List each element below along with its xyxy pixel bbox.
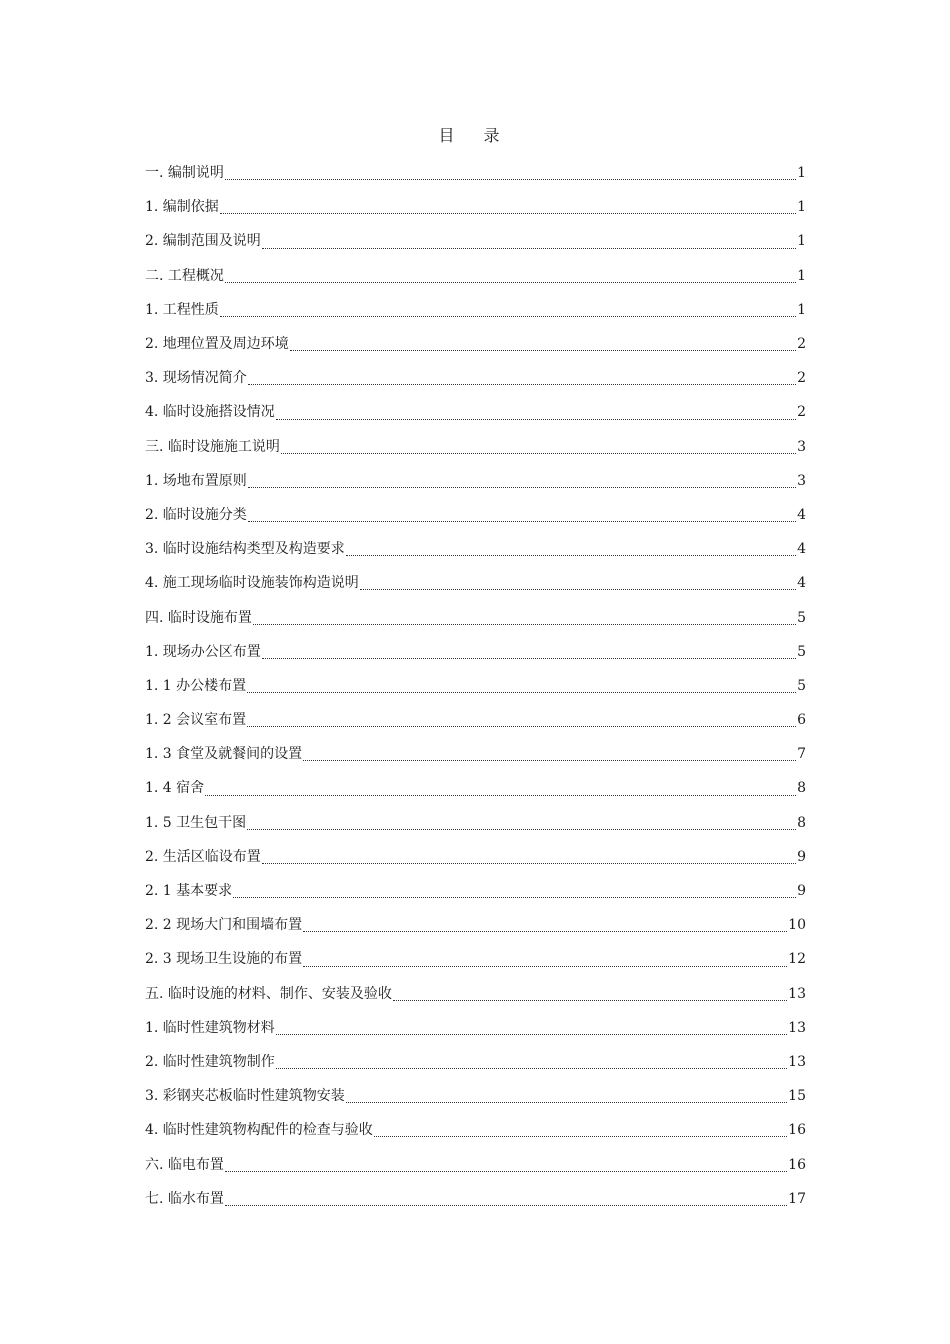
toc-entry[interactable]	[145, 908, 806, 942]
toc-entry[interactable]	[145, 840, 806, 874]
toc-entry-label: 1. 临时性建筑物材料	[145, 1019, 275, 1036]
toc-entry-label: 2. 1 基本要求	[145, 883, 233, 900]
toc-dot-leader	[205, 795, 796, 796]
toc-entry-label: 4. 施工现场临时设施装饰构造说明	[145, 575, 359, 592]
toc-entry[interactable]	[145, 464, 806, 498]
toc-entry-label: 2. 2 现场大门和围墙布置	[145, 917, 303, 934]
toc-entry-label: 4. 临时性建筑物构配件的检查与验收	[145, 1122, 373, 1139]
toc-entry-label: 1. 工程性质	[145, 301, 219, 318]
toc-dot-leader	[276, 419, 796, 420]
toc-dot-leader	[303, 931, 787, 932]
toc-entry-label: 2. 编制范围及说明	[145, 233, 261, 250]
toc-page-number: 2	[797, 336, 806, 353]
toc-entry[interactable]	[145, 1147, 806, 1181]
toc-dot-leader	[248, 384, 796, 385]
toc-entry-label: 4. 临时设施搭设情况	[145, 404, 275, 421]
toc-entry[interactable]	[145, 1079, 806, 1113]
toc-entry-label: 2. 临时性建筑物制作	[145, 1053, 275, 1070]
toc-entry[interactable]	[145, 737, 806, 771]
toc-entry-label: 五. 临时设施的材料、制作、安装及验收	[145, 985, 392, 1002]
toc-entry[interactable]	[145, 395, 806, 429]
toc-entry-label: 1. 现场办公区布置	[145, 643, 261, 660]
toc-dot-leader	[281, 453, 796, 454]
toc-page-number: 8	[797, 780, 806, 797]
toc-page-number: 9	[797, 883, 806, 900]
toc-page-number: 5	[797, 609, 806, 626]
toc-dot-leader	[248, 521, 796, 522]
toc-entry[interactable]	[145, 190, 806, 224]
toc-entry-label: 二. 工程概况	[145, 267, 224, 284]
toc-page-number: 13	[788, 1053, 806, 1070]
toc-dot-leader	[247, 829, 796, 830]
toc-entry[interactable]	[145, 1182, 806, 1216]
toc-page-number: 5	[797, 677, 806, 694]
toc-dot-leader	[220, 316, 796, 317]
toc-entry-label: 1. 编制依据	[145, 199, 219, 216]
toc-entry[interactable]	[145, 259, 806, 293]
toc-entry[interactable]	[145, 430, 806, 464]
toc-dot-leader	[262, 248, 796, 249]
toc-entry-label: 2. 生活区临设布置	[145, 848, 261, 865]
toc-page-number: 16	[788, 1122, 806, 1139]
toc-dot-leader	[303, 760, 796, 761]
toc-dot-leader	[225, 282, 796, 283]
toc-page-number: 5	[797, 643, 806, 660]
toc-dot-leader	[374, 1136, 787, 1137]
toc-entry[interactable]	[145, 532, 806, 566]
toc-entry[interactable]	[145, 806, 806, 840]
toc-entry-label: 3. 现场情况简介	[145, 370, 247, 387]
toc-entry[interactable]	[145, 498, 806, 532]
toc-dot-leader	[233, 897, 796, 898]
toc-entry-label: 3. 临时设施结构类型及构造要求	[145, 541, 345, 558]
toc-page-number: 4	[797, 575, 806, 592]
toc-dot-leader	[360, 589, 796, 590]
toc-dot-leader	[225, 1205, 787, 1206]
toc-page-number: 9	[797, 848, 806, 865]
toc-dot-leader	[247, 726, 796, 727]
toc-entry[interactable]	[145, 600, 806, 634]
toc-dot-leader	[248, 487, 796, 488]
toc-page-number: 6	[797, 712, 806, 729]
toc-entry-label: 1. 3 食堂及就餐间的设置	[145, 746, 303, 763]
toc-entry[interactable]	[145, 293, 806, 327]
toc-page-number: 10	[788, 917, 806, 934]
toc-dot-leader	[346, 555, 796, 556]
toc-entry[interactable]	[145, 942, 806, 976]
toc-entry-label: 2. 地理位置及周边环境	[145, 336, 289, 353]
toc-page-number: 3	[797, 438, 806, 455]
toc-entry-label: 七. 临水布置	[145, 1190, 224, 1207]
toc-dot-leader	[393, 1000, 787, 1001]
toc-dot-leader	[247, 692, 796, 693]
toc-entry-label: 1. 2 会议室布置	[145, 712, 247, 729]
toc-entry-label: 六. 临电布置	[145, 1156, 224, 1173]
toc-page-number: 13	[788, 985, 806, 1002]
toc-dot-leader	[346, 1102, 787, 1103]
toc-entry[interactable]	[145, 669, 806, 703]
toc-dot-leader	[262, 863, 796, 864]
toc-dot-leader	[253, 624, 796, 625]
toc-page-number: 7	[797, 746, 806, 763]
toc-entry-label: 1. 5 卫生包干图	[145, 814, 247, 831]
toc-entry[interactable]	[145, 874, 806, 908]
toc-entry[interactable]	[145, 224, 806, 258]
toc-dot-leader	[262, 658, 796, 659]
toc-dot-leader	[276, 1068, 787, 1069]
toc-page-number: 1	[797, 165, 806, 182]
toc-entry-label: 2. 3 现场卫生设施的布置	[145, 951, 303, 968]
toc-entry[interactable]	[145, 361, 806, 395]
toc-page-number: 17	[788, 1190, 806, 1207]
toc-page-number: 4	[797, 506, 806, 523]
toc-entry[interactable]	[145, 566, 806, 600]
table-of-contents	[145, 156, 806, 1216]
toc-entry-label: 1. 1 办公楼布置	[145, 677, 247, 694]
toc-page-number: 2	[797, 370, 806, 387]
toc-entry-label: 2. 临时设施分类	[145, 506, 247, 523]
toc-dot-leader	[225, 1171, 787, 1172]
toc-dot-leader	[220, 213, 796, 214]
toc-page-number: 3	[797, 472, 806, 489]
toc-entry[interactable]	[145, 703, 806, 737]
toc-entry-label: 1. 场地布置原则	[145, 472, 247, 489]
toc-page-number: 1	[797, 233, 806, 250]
toc-page-number: 1	[797, 199, 806, 216]
toc-entry-label: 1. 4 宿舍	[145, 780, 205, 797]
toc-page-number: 13	[788, 1019, 806, 1036]
toc-entry-label: 一. 编制说明	[145, 165, 224, 182]
toc-page-number: 2	[797, 404, 806, 421]
toc-entry[interactable]	[145, 156, 806, 190]
toc-page-number: 1	[797, 301, 806, 318]
toc-page-number: 12	[788, 951, 806, 968]
toc-entry[interactable]	[145, 1011, 806, 1045]
toc-entry[interactable]	[145, 327, 806, 361]
toc-entry-label: 3. 彩钢夹芯板临时性建筑物安装	[145, 1088, 345, 1105]
toc-dot-leader	[225, 179, 796, 180]
toc-dot-leader	[303, 966, 787, 967]
toc-page-number: 15	[788, 1088, 806, 1105]
toc-entry-label: 四. 临时设施布置	[145, 609, 252, 626]
toc-page-number: 1	[797, 267, 806, 284]
toc-entry[interactable]	[145, 635, 806, 669]
toc-entry[interactable]	[145, 771, 806, 805]
toc-page-number: 8	[797, 814, 806, 831]
toc-entry[interactable]	[145, 1045, 806, 1079]
toc-entry[interactable]	[145, 1113, 806, 1147]
toc-page-number: 16	[788, 1156, 806, 1173]
toc-page-number: 4	[797, 541, 806, 558]
toc-dot-leader	[276, 1034, 787, 1035]
toc-dot-leader	[290, 350, 796, 351]
toc-entry-label: 三. 临时设施施工说明	[145, 438, 280, 455]
toc-entry[interactable]	[145, 977, 806, 1011]
toc-title: 目 录	[438, 126, 512, 145]
